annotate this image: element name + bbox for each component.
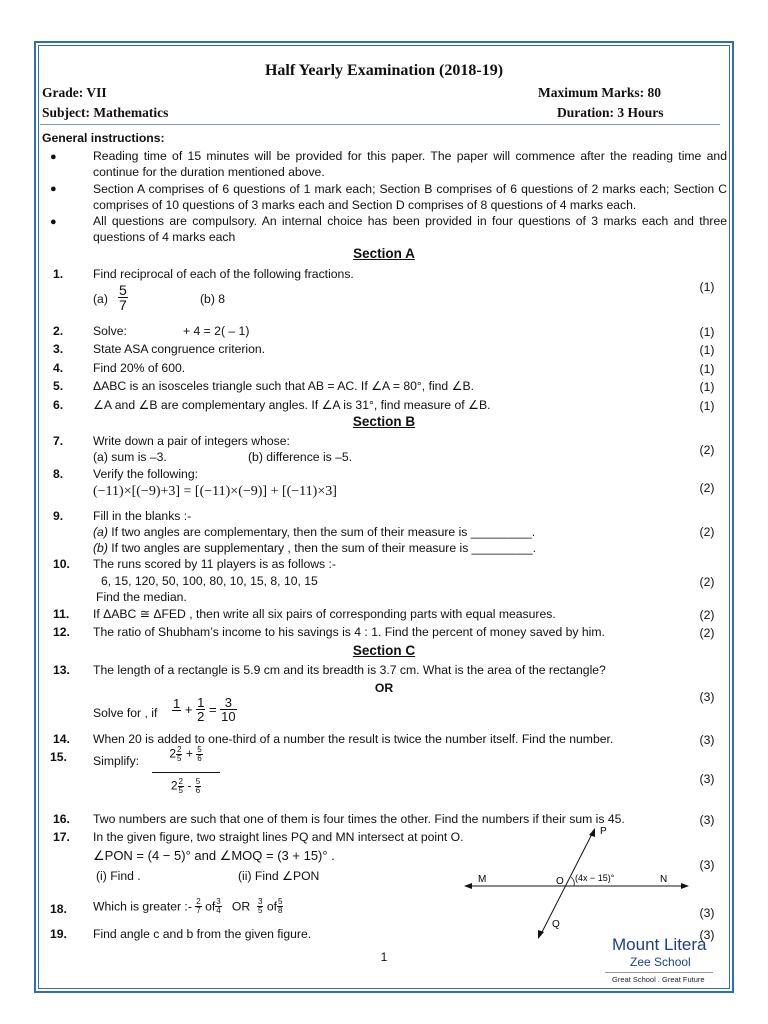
q15-fraction-bar <box>152 772 220 773</box>
q1-b: (b) 8 <box>200 292 226 306</box>
q10-data: 6, 15, 120, 50, 100, 80, 10, 15, 8, 10, 15 <box>101 574 318 588</box>
q7-text: Write down a pair of integers whose: <box>93 434 290 448</box>
q18-d-num: 5 <box>278 897 283 906</box>
q17-part-i: (i) Find . <box>96 869 141 883</box>
q18-expression <box>93 898 283 915</box>
q9-b-label: (b) <box>93 541 108 555</box>
q9-b-text: If two angles are supplementary , then the sum of their measure is _________. <box>107 541 537 555</box>
bullet-icon: ● <box>50 151 57 163</box>
q18-number: 18. <box>50 902 67 916</box>
q14-number: 14. <box>53 732 70 746</box>
q16-number: 16. <box>53 812 70 826</box>
q3-number: 3. <box>53 342 64 356</box>
q14-marks: (3) <box>699 733 715 747</box>
q4-marks: (1) <box>699 362 715 376</box>
section-c-heading: Section C <box>352 643 416 658</box>
q13-marks: (3) <box>699 690 715 704</box>
q4-text: Find 20% of 600. <box>93 361 186 375</box>
instruction-3: All questions are compulsory. An internal choice has been provided in four questions of 3 marks each and three questions of 4 marks each <box>93 214 727 244</box>
maximum-marks: Maximum Marks: 80 <box>538 85 661 100</box>
q15-marks: (3) <box>699 772 715 786</box>
q2-equation: + 4 = 2( – 1) <box>183 324 250 338</box>
q3-marks: (1) <box>699 343 715 357</box>
q7-marks: (2) <box>699 443 715 457</box>
school-logo-sub: Zee School <box>630 955 691 969</box>
q17-number: 17. <box>53 830 70 844</box>
q15-w2: 2 <box>170 778 178 793</box>
section-a-heading: Section A <box>353 246 415 261</box>
q9-a-text: If two angles are complementary, then the sum of their measure is _________. <box>107 525 536 539</box>
q15-fb-num: 5 <box>197 745 202 754</box>
q5-text: ΔABC is an isosceles triangle such that AB = AC. If ∠A = 80°, find ∠B. <box>93 379 475 393</box>
q14-text: When 20 is added to one-third of a number the result is twice the number itself. Find the number. <box>93 732 614 746</box>
instructions-heading: General instructions: <box>42 131 165 145</box>
q9-a-label: (a) <box>93 525 108 539</box>
q9-text: Fill in the blanks :- <box>93 509 192 523</box>
q11-number: 11. <box>53 607 70 621</box>
q9-marks: (2) <box>699 525 715 539</box>
exam-title: Half Yearly Examination (2018-19) <box>264 62 504 79</box>
q1-text: Find reciprocal of each of the following fractions. <box>93 267 354 281</box>
q15-fb-den: 6 <box>197 754 202 763</box>
subject: Subject: Mathematics <box>42 105 169 120</box>
section-b-heading: Section B <box>352 414 416 429</box>
q7-b: (b) difference is –5. <box>248 450 353 464</box>
q15-label: Simplify: <box>93 754 140 768</box>
q18-c-den: 5 <box>257 906 263 915</box>
q13-plus: + <box>184 702 193 717</box>
q18-marks: (3) <box>699 906 715 920</box>
q18-a-den: 7 <box>196 906 201 915</box>
q2-label: Solve: <box>93 324 127 338</box>
q18-c-num: 3 <box>257 897 263 906</box>
q1-a-fraction <box>118 283 128 312</box>
q10-number: 10. <box>53 557 70 571</box>
q10-marks: (2) <box>699 575 715 589</box>
q19-text: Find angle c and b from the given figure. <box>93 927 312 941</box>
bullet-icon: ● <box>50 183 57 195</box>
q13-or: OR <box>374 681 394 695</box>
q11-text: If ΔABC ≅ ΔFED , then write all six pairs of corresponding parts with equal measures. <box>93 607 556 621</box>
q15-numerator-expr <box>152 746 220 763</box>
q1-number: 1. <box>53 267 64 281</box>
q19-number: 19. <box>50 927 67 941</box>
q9-number: 9. <box>53 509 64 523</box>
label-m: M <box>478 874 487 885</box>
label-angle: (4x − 15)° <box>575 873 615 883</box>
q6-text: ∠A and ∠B are complementary angles. If ∠A is 31°, find measure of ∠B. <box>93 398 491 412</box>
arrow-m-icon <box>464 883 472 889</box>
logo-divider <box>605 972 713 973</box>
q10-text: The runs scored by 11 players is as follows :- <box>93 557 336 571</box>
q4-number: 4. <box>53 361 64 375</box>
q13-f1-den <box>172 711 181 723</box>
q15-fb2-num: 5 <box>195 777 201 786</box>
label-q: Q <box>552 919 560 930</box>
q8-expression: (−11)×[(−9)+3] = [(−11)×(−9)] + [(−11)×3] <box>93 484 337 499</box>
bullet-icon: ● <box>50 216 57 228</box>
q3-text: State ASA congruence criterion. <box>93 342 266 356</box>
q17-text: In the given figure, two straight lines PQ and MN intersect at point O. <box>93 830 464 844</box>
q12-marks: (2) <box>699 626 715 640</box>
q18-of2: of <box>266 899 277 914</box>
q18-label: Which is greater :- <box>93 899 192 914</box>
q6-marks: (1) <box>699 399 715 413</box>
q13-equals: = <box>208 702 217 717</box>
duration: Duration: 3 Hours <box>557 105 664 120</box>
page-number: 1 <box>380 950 388 964</box>
q7-number: 7. <box>53 434 64 448</box>
q15-fb2-den: 6 <box>195 786 201 795</box>
q15-fa-den: 5 <box>177 754 182 763</box>
grade: Grade: VII <box>42 85 107 100</box>
q6-number: 6. <box>53 398 64 412</box>
q15-plus: + <box>185 746 193 761</box>
q5-marks: (1) <box>699 380 715 394</box>
label-n: N <box>660 874 668 885</box>
q18-b-num: 3 <box>216 897 221 906</box>
school-logo: Mount Litera <box>612 935 707 954</box>
q13-number: 13. <box>53 663 70 677</box>
q15-number: 15. <box>50 750 67 764</box>
q15-fa-num: 2 <box>177 745 182 754</box>
q2-marks: (1) <box>699 325 715 339</box>
q8-marks: (2) <box>699 481 715 495</box>
q15-denominator-expr <box>152 778 220 795</box>
q1-a-label: (a) <box>93 292 108 306</box>
q13-f3-den: 10 <box>221 709 236 724</box>
q1-a-numerator: 5 <box>119 282 127 298</box>
arrow-q-icon <box>538 930 544 939</box>
instruction-2: Section A comprises of 6 questions of 1 mark each; Section B comprises of 6 questions of 2 marks each; Section C comprises of 10 questions of 3 marks each and Section D comprises of 8 questions of 4 marks each. <box>93 182 727 212</box>
q13-text: The length of a rectangle is 5.9 cm and its breadth is 3.7 cm. What is the area of the rectangle? <box>93 663 606 677</box>
instruction-1: Reading time of 15 minutes will be provided for this paper. The paper will commence after the reading time and continue for the duration mentioned above. <box>93 149 727 179</box>
q18-b-den: 4 <box>216 906 221 915</box>
q18-a-num: 2 <box>196 897 201 906</box>
school-tagline: Great School . Great Future <box>612 975 705 984</box>
q16-marks: (3) <box>699 813 715 827</box>
q1-a-denominator: 7 <box>119 297 127 313</box>
q11-marks: (2) <box>699 608 715 622</box>
q15-fa2-num: 2 <box>178 777 183 786</box>
q13-solve: Solve for , if <box>93 706 158 720</box>
q15-minus: - <box>187 778 192 793</box>
q2-number: 2. <box>53 324 64 338</box>
q15-fa2-den: 5 <box>178 786 183 795</box>
q12-number: 12. <box>53 625 70 639</box>
label-p: P <box>600 826 607 837</box>
q18-or: OR <box>231 899 251 914</box>
q19-marks: (3) <box>699 928 715 942</box>
q9-b <box>93 540 536 556</box>
line-pq <box>540 832 593 936</box>
angle-arc <box>571 877 574 886</box>
q8-text: Verify the following: <box>93 467 199 481</box>
q18-of1: of <box>205 899 216 914</box>
q5-number: 5. <box>53 379 64 393</box>
q17-marks: (3) <box>699 858 715 872</box>
q7-a: (a) sum is –3. <box>93 450 167 464</box>
q13-f2-den: 2 <box>197 709 205 724</box>
q17-figure <box>460 820 690 940</box>
header-rule <box>40 124 720 125</box>
q13-f3-num: 3 <box>220 696 236 710</box>
q10-text2: Find the median. <box>96 590 187 604</box>
q1-marks: (1) <box>699 280 715 294</box>
q18-d-den: 8 <box>278 906 283 915</box>
q17-part-ii: (ii) Find ∠PON <box>238 869 320 883</box>
q13-f2-num: 1 <box>197 695 205 710</box>
q16-text: Two numbers are such that one of them is four times the other. Find the numbers if their sum is 45. <box>93 812 625 826</box>
arrow-n-icon <box>681 883 689 889</box>
q13-f1-num: 1 <box>173 695 181 711</box>
q15-w1: 2 <box>169 746 177 761</box>
label-o: O <box>556 876 564 887</box>
q8-number: 8. <box>53 467 64 481</box>
q12-text: The ratio of Shubham’s income to his savings is 4 : 1. Find the percent of money saved by him. <box>93 625 605 639</box>
q9-a <box>93 524 535 540</box>
arrow-p-icon <box>589 828 595 837</box>
q17-equation: ∠PON = (4 − 5)° and ∠MOQ = (3 + 15)° . <box>93 848 335 863</box>
q13-equation <box>172 696 237 723</box>
